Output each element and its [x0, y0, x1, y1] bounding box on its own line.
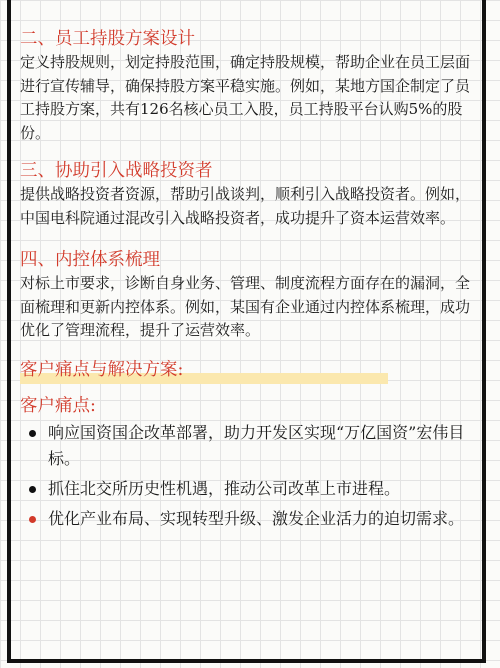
section-body: 定义持股规则，划定持股范围，确定持股规模，帮助企业在员工层面进行宣传辅导，确保持股方案平稳实施。例如，某地方国企制定了员工持股方案，共有126名核心员工入股，员工持股平台认购5%的股份。: [20, 53, 471, 142]
section-internal-control: [20, 248, 478, 343]
list-item-text: 优化产业布局、实现转型升级、激发企业活力的迫切需求。: [48, 508, 465, 528]
section-strategic-investors: [20, 159, 478, 230]
pain-points-label: 客户痛点:: [20, 395, 96, 416]
solutions-banner: [20, 358, 478, 386]
document-content: [20, 27, 478, 536]
bullet-dot-icon: [29, 430, 36, 437]
list-item: [20, 506, 478, 532]
section-body: 提供战略投资者资源，帮助引战谈判，顺利引入战略投资者。例如，中国电科院通过混改引入战略投资者，成功提升了资本运营效率。: [20, 185, 471, 227]
bullet-dot-red-icon: [29, 516, 36, 523]
section-heading: 四、内控体系梳理: [20, 250, 160, 270]
banner-title: 客户痛点与解决方案:: [20, 359, 184, 380]
section-heading: 二、员工持股方案设计: [20, 29, 195, 49]
list-item-text: 抓住北交所历史性机遇，推动公司改革上市进程。: [48, 478, 401, 498]
pain-points-list: [20, 420, 478, 532]
section-employee-stock: [20, 27, 478, 145]
bullet-dot-icon: [29, 486, 36, 493]
section-body: 对标上市要求，诊断自身业务、管理、制度流程方面存在的漏洞，全面梳理和更新内控体系。例如，某国有企业通过内控体系梳理，成功优化了管理流程，提升了运营效率。: [20, 274, 471, 339]
list-item-text: 响应国资国企改革部署，助力开发区实现“万亿国资”宏伟目标。: [48, 422, 465, 468]
list-item: [20, 420, 478, 472]
section-heading: 三、协助引入战略投资者: [20, 161, 213, 181]
list-item: [20, 476, 478, 502]
